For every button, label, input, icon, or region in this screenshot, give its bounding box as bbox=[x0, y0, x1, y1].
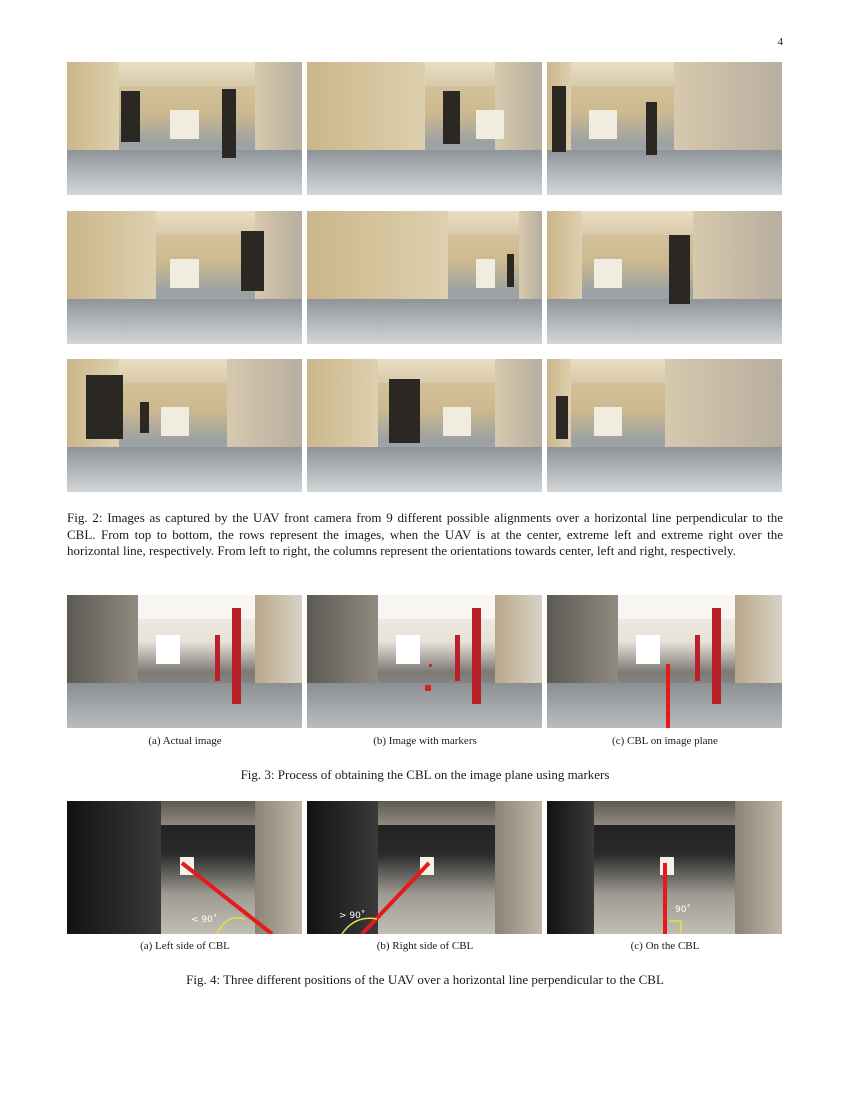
cbl-line bbox=[362, 863, 429, 934]
fig3b-image bbox=[307, 595, 542, 728]
fig2-image-r2c1 bbox=[67, 211, 302, 344]
marker-near bbox=[425, 685, 431, 691]
fig4b-subcaption: (b) Right side of CBL bbox=[376, 940, 474, 952]
fig3a-image bbox=[67, 595, 302, 728]
fig3c-image bbox=[547, 595, 782, 728]
fig2-image-r1c1 bbox=[67, 62, 302, 195]
angle-label: < 90˚ bbox=[191, 915, 218, 925]
angle-label: > 90˚ bbox=[339, 911, 366, 921]
fig2-image-r3c2 bbox=[307, 359, 542, 492]
fig2-image-r3c3 bbox=[547, 359, 782, 492]
angle-arc bbox=[217, 918, 245, 934]
fig4a-subcaption: (a) Left side of CBL bbox=[140, 940, 230, 952]
fig3a-subcaption: (a) Actual image bbox=[148, 735, 222, 747]
fig3c-subcaption: (c) CBL on image plane bbox=[612, 735, 718, 747]
fig2-image-r2c2 bbox=[307, 211, 542, 344]
fig2-image-r1c3 bbox=[547, 62, 782, 195]
angle-mark bbox=[669, 921, 681, 934]
marker-far bbox=[429, 664, 432, 667]
fig2-image-r3c1 bbox=[67, 359, 302, 492]
fig3b-subcaption: (b) Image with markers bbox=[373, 735, 477, 747]
fig2-caption: Fig. 2: Images as captured by the UAV front camera from 9 different possible alignments over a horizontal line perpendicular to the CBL. From top to bottom, the rows represent the images, when the UAV is at the center, extreme left and extreme right over the horizontal line, respectively. From left to right, the columns represent the orientations towards center, left and right, respectively. bbox=[67, 510, 783, 558]
fig2-image-r1c2 bbox=[307, 62, 542, 195]
cbl-line bbox=[666, 664, 670, 728]
angle-label: 90˚ bbox=[675, 905, 691, 915]
fig4a-image bbox=[67, 801, 302, 934]
fig4-caption: Fig. 4: Three different positions of the UAV over a horizontal line perpendicular to the CBL bbox=[186, 972, 664, 987]
fig4c-subcaption: (c) On the CBL bbox=[630, 940, 700, 952]
fig2-image-r2c3 bbox=[547, 211, 782, 344]
fig4b-image bbox=[307, 801, 542, 934]
page-number: 4 bbox=[777, 36, 783, 48]
fig3-caption: Fig. 3: Process of obtaining the CBL on the image plane using markers bbox=[240, 767, 610, 782]
fig4c-image bbox=[547, 801, 782, 934]
